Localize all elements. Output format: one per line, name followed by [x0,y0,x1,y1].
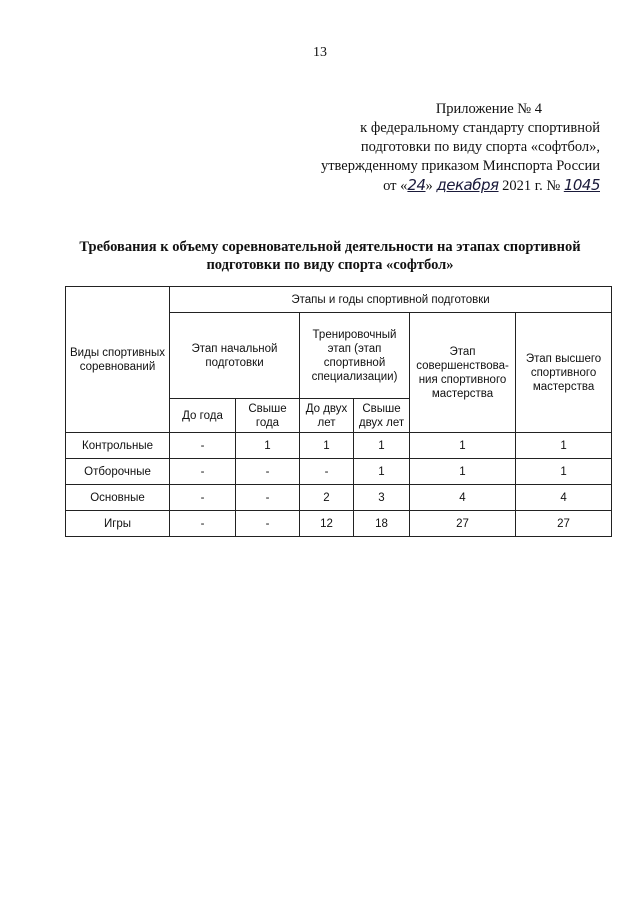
title-line: подготовки по виду спорта «софтбол» [206,257,454,273]
table-row [66,459,612,485]
table-cell: - [236,485,300,511]
row-name: Контрольные [66,433,170,459]
header-stage-training: Тренировочный этап (этап спортивной специализации) [300,313,410,399]
header-years-over-one: Свыше года [236,399,300,433]
table-cell: - [170,485,236,511]
table-cell: - [170,459,236,485]
table-cell: 1 [516,459,612,485]
table-row [66,433,612,459]
table-cell: 1 [236,433,300,459]
table-cell: 1 [300,433,354,459]
row-name: Игры [66,511,170,537]
handwritten-month: декабря [436,176,499,194]
header-competition-kinds: Виды спортивных соревнований [66,287,170,433]
table-cell: - [236,459,300,485]
header-stages-and-years: Этапы и годы спортивной подготовки [170,287,612,313]
appendix-line: утвержденному приказом Минспорта России [320,158,600,174]
table-cell: 1 [354,433,410,459]
table-cell: - [300,459,354,485]
table-cell: - [236,511,300,537]
title-line: Требования к объему соревновательной деятельности на этапах спортивной [79,239,581,255]
handwritten-day: 24 [407,176,426,194]
appendix-heading: Приложение № 4 [435,101,542,117]
table-cell: 18 [354,511,410,537]
appendix-line: подготовки по виду спорта «софтбол», [360,139,600,155]
date-prefix: от « [383,178,408,194]
header-stage-highest: Этап высшего спортивного мастерства [516,313,612,433]
table-cell: 2 [300,485,354,511]
table-cell: 4 [410,485,516,511]
appendix-line: к федеральному стандарту спортивной [360,120,600,136]
handwritten-order-number: 1045 [563,176,600,194]
table-cell: 1 [516,433,612,459]
table-cell: 3 [354,485,410,511]
appendix-date-line [270,176,600,196]
table-cell: 4 [516,485,612,511]
header-stage-initial: Этап начальной подготовки [170,313,300,399]
document-title [40,238,620,274]
table-row [66,485,612,511]
table-row [66,511,612,537]
table-cell: 12 [300,511,354,537]
date-suffix: 2021 г. № [498,178,564,194]
requirements-table [65,286,612,537]
header-years-up-to-one: До года [170,399,236,433]
table-cell: 1 [410,459,516,485]
table-cell: - [170,433,236,459]
header-years-over-two: Свыше двух лет [354,399,410,433]
date-mid: » [425,178,437,194]
row-name: Основные [66,485,170,511]
table-cell: 27 [410,511,516,537]
table-cell: - [170,511,236,537]
appendix-block [270,100,600,196]
header-years-up-to-two: До двух лет [300,399,354,433]
row-name: Отборочные [66,459,170,485]
table-cell: 1 [354,459,410,485]
page-number: 13 [313,45,327,60]
table-cell: 1 [410,433,516,459]
table-cell: 27 [516,511,612,537]
header-stage-improvement: Этап совершенствова-ния спортивного мастерства [410,313,516,433]
